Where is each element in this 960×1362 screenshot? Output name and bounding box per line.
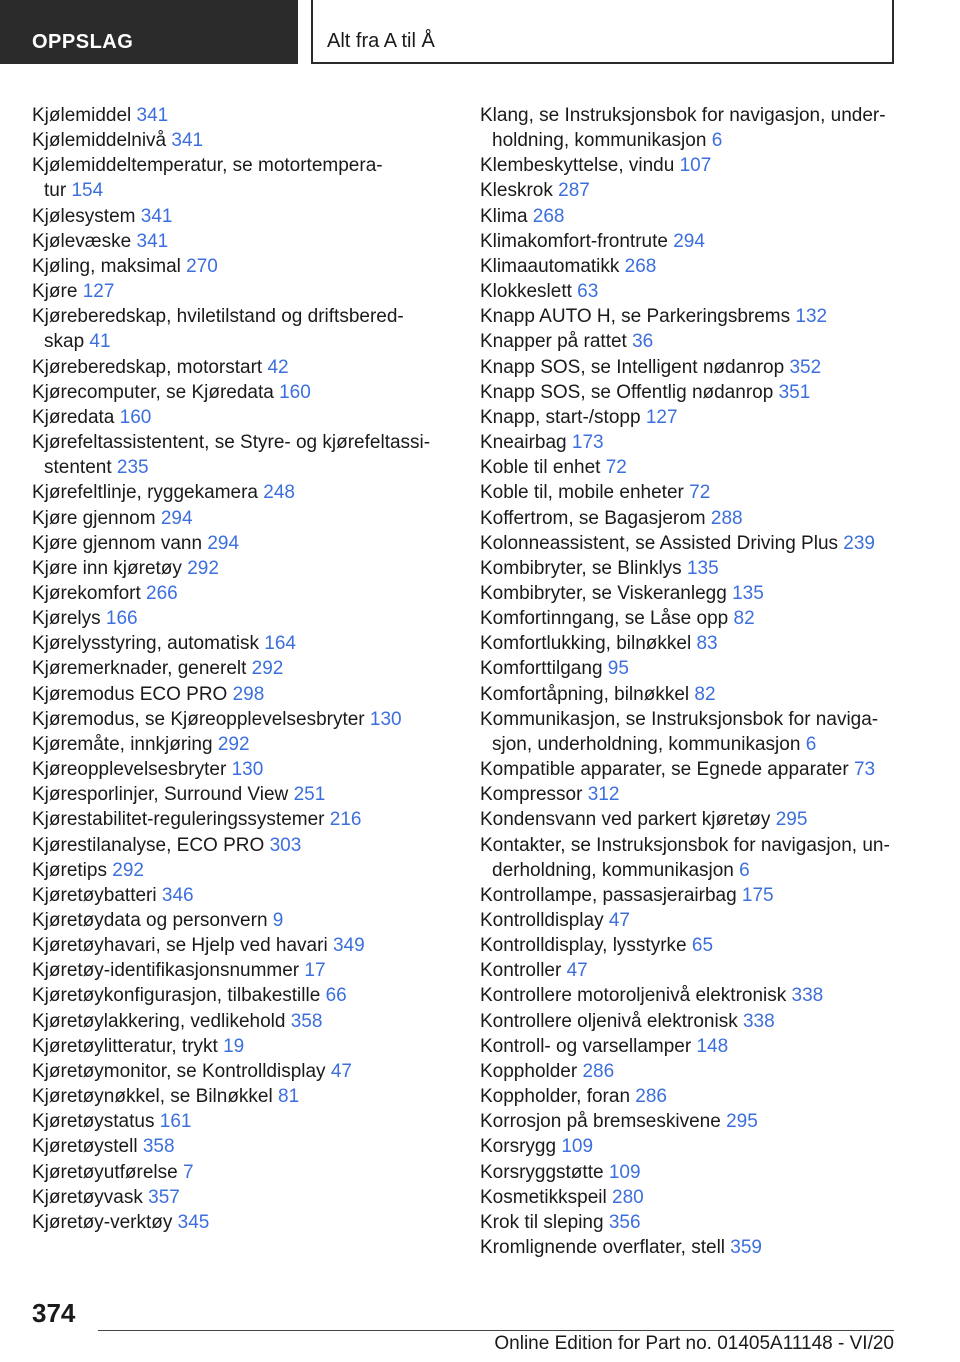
- index-entry: [480, 329, 920, 354]
- entry-term: Kommunikasjon, se Instruksjonsbok for naviga-: [480, 708, 879, 730]
- index-entry: [480, 254, 920, 279]
- entry-term: Kontrollere motoroljenivå elektronisk: [480, 985, 787, 1007]
- index-entry: [480, 1059, 920, 1084]
- index-entry: [32, 983, 442, 1008]
- index-entry: [32, 355, 442, 380]
- page-reference-link[interactable]: 82: [733, 608, 755, 630]
- chapter-tab: [311, 0, 894, 64]
- page-reference-link[interactable]: 239: [843, 532, 875, 554]
- index-entry: [480, 1210, 920, 1235]
- index-entry: [32, 204, 442, 229]
- page-reference-link[interactable]: 286: [635, 1086, 667, 1108]
- index-entry: [32, 732, 442, 757]
- page-reference-link[interactable]: 346: [161, 884, 194, 906]
- index-entry: [32, 707, 442, 732]
- page-reference-link[interactable]: 160: [119, 406, 152, 428]
- entry-term: Kjørelys: [32, 608, 101, 630]
- index-entry: [32, 656, 442, 681]
- entry-term: Kleskrok: [480, 180, 553, 202]
- page-reference-link[interactable]: 41: [89, 331, 111, 353]
- entry-term: Koble til enhet: [480, 457, 601, 479]
- entry-term: Kombibryter, se Blinklys: [480, 557, 682, 579]
- page-reference-link[interactable]: 9: [272, 910, 284, 931]
- index-entry: [32, 1084, 442, 1109]
- page-reference-link[interactable]: 358: [290, 1010, 323, 1032]
- index-entry: [480, 908, 920, 933]
- index-column-left: [32, 103, 442, 1235]
- page-reference-link[interactable]: 154: [71, 180, 104, 202]
- entry-term: Kjøremodus ECO PRO: [32, 683, 228, 705]
- index-entry: [32, 1134, 442, 1159]
- page-reference-link[interactable]: 357: [148, 1186, 180, 1208]
- page-reference-link[interactable]: 42: [267, 356, 289, 378]
- entry-term: Kjøretøymonitor, se Kontrolldisplay: [32, 1060, 326, 1082]
- index-entry: [32, 757, 442, 782]
- entry-term: Kjøremerknader, generelt: [32, 658, 247, 680]
- page-reference-link[interactable]: 135: [732, 582, 764, 604]
- page-reference-link[interactable]: 17: [304, 960, 326, 982]
- entry-term: Knapp, start-/stopp: [480, 406, 641, 428]
- index-entry: [480, 757, 920, 782]
- page-reference-link[interactable]: 130: [231, 759, 264, 781]
- page-reference-link[interactable]: 294: [160, 507, 193, 529]
- page-reference-link[interactable]: 266: [146, 582, 178, 604]
- entry-term: Klimaautomatikk: [480, 255, 620, 277]
- index-entry: [480, 153, 920, 178]
- page-reference-link[interactable]: 216: [329, 809, 362, 831]
- entry-term: Kjøretøyvask: [32, 1186, 143, 1208]
- page-reference-link[interactable]: 248: [263, 482, 295, 504]
- entry-term: Kondensvann ved parkert kjøretøy: [480, 809, 771, 831]
- index-entry: [32, 833, 442, 858]
- entry-term: Kjøretøynøkkel, se Bilnøkkel: [32, 1086, 273, 1108]
- page-reference-link[interactable]: 130: [369, 708, 402, 730]
- entry-term-continued: tur: [44, 180, 67, 202]
- page-reference-link[interactable]: 72: [605, 457, 627, 479]
- page-reference-link[interactable]: 341: [171, 130, 204, 152]
- entry-term: Kjøretøystatus: [32, 1111, 155, 1133]
- index-entry: [480, 581, 920, 606]
- index-entry: [480, 430, 920, 455]
- entry-term: Kjøretøylakkering, vedlikehold: [32, 1010, 286, 1032]
- entry-term: Kjøretøyutførelse: [32, 1161, 178, 1183]
- page-reference-link[interactable]: 303: [269, 834, 302, 856]
- entry-term: Kjøre gjennom vann: [32, 532, 203, 554]
- index-entry: [32, 229, 442, 254]
- entry-term: Kjøretøyhavari, se Hjelp ved havari: [32, 935, 328, 957]
- index-entry: [32, 631, 442, 656]
- page-reference-link[interactable]: 175: [741, 884, 774, 906]
- entry-term: Korsrygg: [480, 1136, 557, 1158]
- entry-term: Kjølemiddel: [32, 105, 132, 126]
- entry-term: Kneairbag: [480, 432, 567, 454]
- page-reference-link[interactable]: 65: [691, 935, 714, 957]
- entry-term: Kontroller: [480, 960, 562, 982]
- entry-term: Komfortlukking, bilnøkkel: [480, 633, 692, 655]
- entry-term: Kontrolldisplay, lysstyrke: [480, 935, 687, 957]
- index-entry: [32, 1059, 442, 1084]
- entry-term: Kjøretøy-identifikasjonsnummer: [32, 960, 300, 982]
- entry-term: Kosmetikkspeil: [480, 1186, 607, 1208]
- index-column-right: [480, 103, 920, 1260]
- page-reference-link[interactable]: 66: [325, 985, 347, 1007]
- entry-term: Knapp SOS, se Offentlig nødanrop: [480, 381, 774, 403]
- entry-term: Kjørekomfort: [32, 582, 141, 604]
- section-tab: [0, 0, 298, 64]
- index-entry: [480, 631, 920, 656]
- page-reference-link[interactable]: 270: [186, 255, 218, 277]
- entry-term: Kjølesystem: [32, 205, 136, 227]
- page-reference-link[interactable]: 288: [710, 507, 743, 529]
- index-entry: [480, 807, 920, 832]
- page-reference-link[interactable]: 356: [608, 1211, 641, 1233]
- page-reference-link[interactable]: 109: [608, 1161, 641, 1183]
- index-entry: [32, 304, 442, 354]
- page-reference-link[interactable]: 161: [159, 1111, 192, 1133]
- index-entry: [32, 782, 442, 807]
- page-reference-link[interactable]: 351: [778, 381, 811, 403]
- index-entry: [480, 531, 920, 556]
- page-reference-link[interactable]: 83: [696, 633, 718, 655]
- page-reference-link[interactable]: 63: [577, 281, 599, 303]
- index-entry: [32, 858, 442, 883]
- page-reference-link[interactable]: 292: [251, 658, 284, 680]
- entry-term: Kjøredata: [32, 406, 115, 428]
- footer-divider: [98, 1330, 894, 1331]
- page-reference-link[interactable]: 235: [116, 457, 149, 479]
- index-entry: [32, 254, 442, 279]
- index-entry: [480, 229, 920, 254]
- entry-term: Komfortinngang, se Låse opp: [480, 608, 729, 630]
- index-entry: [32, 908, 442, 933]
- page-number: 374: [32, 1298, 76, 1328]
- index-entry: [480, 656, 920, 681]
- entry-term: Kjørecomputer, se Kjøredata: [32, 381, 274, 403]
- index-entry: [32, 1034, 442, 1059]
- chapter-title: Alt fra A til Å: [327, 30, 435, 52]
- page-reference-link[interactable]: 132: [795, 306, 828, 328]
- index-entry: [480, 480, 920, 505]
- entry-term: Kjøresporlinjer, Surround View: [32, 784, 289, 806]
- entry-term: Kjøretøydata og personvern: [32, 910, 268, 931]
- page-reference-link[interactable]: 345: [177, 1211, 210, 1233]
- entry-term: Kjøre gjennom: [32, 507, 156, 529]
- entry-term: Klima: [480, 205, 528, 227]
- entry-term: Kjørelysstyring, automatisk: [32, 633, 260, 655]
- page-reference-link[interactable]: 166: [105, 608, 138, 630]
- entry-term: Kolonneassistent, se Assisted Driving Plus: [480, 532, 839, 554]
- page-reference-link[interactable]: 82: [694, 683, 716, 705]
- index-entry: [32, 480, 442, 505]
- entry-term: Kjølemiddelnivå: [32, 130, 167, 152]
- index-entry: [32, 883, 442, 908]
- entry-term: Klang, se Instruksjonsbok for navigasjon, under-: [480, 105, 886, 126]
- page-reference-link[interactable]: 341: [140, 205, 173, 227]
- index-entry: [480, 380, 920, 405]
- entry-term: Klimakomfort-frontrute: [480, 230, 668, 252]
- entry-term: Kombibryter, se Viskeranlegg: [480, 582, 727, 604]
- page-reference-link[interactable]: 6: [711, 130, 723, 152]
- index-entry: [32, 430, 442, 480]
- index-entry: [32, 606, 442, 631]
- index-entry: [480, 455, 920, 480]
- page-reference-link[interactable]: 292: [217, 733, 250, 755]
- entry-term: Kjøretøystell: [32, 1136, 138, 1158]
- entry-term: Kjøretøylitteratur, trykt: [32, 1035, 218, 1057]
- page-reference-link[interactable]: 95: [607, 658, 629, 680]
- page-reference-link[interactable]: 295: [775, 809, 808, 831]
- entry-term: Kontrollere oljenivå elektronisk: [480, 1010, 738, 1032]
- index-entry: [480, 1109, 920, 1134]
- entry-term: Koppholder: [480, 1060, 578, 1082]
- entry-term: Kjølevæske: [32, 230, 132, 252]
- entry-term: Kjørefeltassistentent, se Styre- og kjørefeltassi-: [32, 432, 431, 454]
- page-reference-link[interactable]: 359: [730, 1237, 762, 1259]
- index-entry: [32, 1009, 442, 1034]
- index-entry: [480, 204, 920, 229]
- page-reference-link[interactable]: 6: [739, 859, 750, 881]
- entry-term: Koble til, mobile enheter: [480, 482, 684, 504]
- page-reference-link[interactable]: 47: [566, 960, 588, 982]
- page-reference-link[interactable]: 160: [279, 381, 311, 403]
- index-entry: [480, 304, 920, 329]
- index-entry: [480, 782, 920, 807]
- index-entry: [480, 682, 920, 707]
- entry-term: Kromlignende overflater, stell: [480, 1237, 726, 1259]
- entry-term: Kjøreberedskap, motorstart: [32, 356, 263, 378]
- page-reference-link[interactable]: 7: [182, 1161, 194, 1183]
- page-reference-link[interactable]: 268: [532, 205, 565, 227]
- index-entry: [32, 958, 442, 983]
- entry-term: Knapp AUTO H, se Parkeringsbrems: [480, 306, 791, 328]
- page-reference-link[interactable]: 127: [645, 406, 678, 428]
- page-reference-link[interactable]: 298: [232, 683, 265, 705]
- entry-term: Kjøretøy-verktøy: [32, 1211, 173, 1233]
- index-entry: [32, 1210, 442, 1235]
- index-entry: [480, 1185, 920, 1210]
- page-reference-link[interactable]: 164: [264, 633, 296, 655]
- entry-term: Kjørestabilitet-reguleringssystemer: [32, 809, 325, 831]
- entry-term: Klokkeslett: [480, 281, 572, 303]
- index-entry: [32, 581, 442, 606]
- entry-term: Kjøling, maksimal: [32, 255, 181, 277]
- entry-term: Kjøretøykonfigurasjon, tilbakestille: [32, 985, 321, 1007]
- entry-term-continued: stentent: [44, 457, 112, 479]
- entry-term: Kontrollampe, passasjerairbag: [480, 884, 737, 906]
- entry-term: Klembeskyttelse, vindu: [480, 155, 675, 177]
- entry-term: Kjøreopplevelsesbryter: [32, 759, 227, 781]
- index-entry: [32, 556, 442, 581]
- page-reference-link[interactable]: 280: [612, 1186, 644, 1208]
- entry-term: Koppholder, foran: [480, 1086, 631, 1108]
- index-entry: [32, 506, 442, 531]
- index-entry: [480, 1235, 920, 1260]
- index-entry: [480, 178, 920, 203]
- entry-term: Koffertrom, se Bagasjerom: [480, 507, 706, 529]
- index-entry: [480, 1084, 920, 1109]
- index-entry: [480, 279, 920, 304]
- entry-term: Knapp SOS, se Intelligent nødanrop: [480, 356, 785, 378]
- index-entry: [480, 883, 920, 908]
- index-entry: [480, 103, 920, 153]
- page-reference-link[interactable]: 338: [791, 985, 824, 1007]
- index-entry: [480, 1009, 920, 1034]
- page-reference-link[interactable]: 352: [789, 356, 822, 378]
- entry-term: Kompressor: [480, 784, 583, 806]
- entry-term: Komforttilgang: [480, 658, 603, 680]
- page-reference-link[interactable]: 341: [136, 105, 169, 126]
- entry-term: Kontrolldisplay: [480, 910, 604, 931]
- index-entry: [480, 833, 920, 883]
- page-reference-link[interactable]: 81: [278, 1086, 300, 1108]
- entry-term: Korsryggstøtte: [480, 1161, 604, 1183]
- entry-term: Kjørestilanalyse, ECO PRO: [32, 834, 265, 856]
- index-entry: [480, 1034, 920, 1059]
- entry-term: Knapper på rattet: [480, 331, 627, 353]
- page-reference-link[interactable]: 358: [142, 1136, 175, 1158]
- entry-term-continued: skap: [44, 331, 85, 353]
- page-reference-link[interactable]: 36: [632, 331, 654, 353]
- page-reference-link[interactable]: 338: [742, 1010, 775, 1032]
- page-reference-link[interactable]: 107: [679, 155, 712, 177]
- page-reference-link[interactable]: 349: [332, 935, 365, 957]
- index-entry: [32, 933, 442, 958]
- index-entry: [480, 983, 920, 1008]
- entry-term: Kjøretips: [32, 859, 107, 881]
- page-reference-link[interactable]: 341: [136, 230, 169, 252]
- page-reference-link[interactable]: 295: [726, 1111, 758, 1133]
- section-title: OPPSLAG: [32, 31, 134, 53]
- page-reference-link[interactable]: 292: [187, 557, 219, 579]
- entry-term: Kjøremodus, se Kjøreopplevelsesbryter: [32, 708, 365, 730]
- index-entry: [32, 1109, 442, 1134]
- edition-footer: Online Edition for Part no. 01405A11148 - VI/20: [494, 1333, 894, 1354]
- page-reference-link[interactable]: 292: [112, 859, 144, 881]
- page-reference-link[interactable]: 109: [561, 1136, 594, 1158]
- index-entry: [32, 405, 442, 430]
- entry-term: Kompatible apparater, se Egnede apparater: [480, 759, 849, 781]
- entry-term-continued: sjon, underholdning, kommunikasjon: [492, 733, 801, 755]
- index-entry: [32, 1160, 442, 1185]
- index-entry: [480, 1134, 920, 1159]
- entry-term-continued: holdning, kommunikasjon: [492, 130, 707, 152]
- index-entry: [480, 405, 920, 430]
- entry-term: Kjøretøybatteri: [32, 884, 157, 906]
- page-reference-link[interactable]: 72: [689, 482, 711, 504]
- page-reference-link[interactable]: 251: [293, 784, 326, 806]
- index-entry: [480, 1160, 920, 1185]
- page-reference-link[interactable]: 294: [673, 230, 705, 252]
- index-entry: [480, 506, 920, 531]
- page-reference-link[interactable]: 287: [558, 180, 590, 202]
- entry-term-continued: derholdning, kommunikasjon: [492, 859, 734, 881]
- page-reference-link[interactable]: 47: [330, 1060, 352, 1082]
- page-reference-link[interactable]: 268: [624, 255, 657, 277]
- page-reference-link[interactable]: 148: [696, 1035, 729, 1057]
- index-entry: [32, 682, 442, 707]
- entry-term: Kjøremåte, innkjøring: [32, 733, 213, 755]
- index-entry: [32, 153, 442, 203]
- page-reference-link[interactable]: 73: [853, 759, 876, 781]
- page-reference-link[interactable]: 135: [686, 557, 719, 579]
- entry-term: Kontakter, se Instruksjonsbok for navigasjon, un-: [480, 834, 890, 856]
- index-entry: [480, 933, 920, 958]
- index-entry: [32, 279, 442, 304]
- page-reference-link[interactable]: 127: [82, 281, 115, 303]
- index-entry: [480, 556, 920, 581]
- entry-term: Kontroll- og varsellamper: [480, 1035, 692, 1057]
- page-reference-link[interactable]: 312: [587, 784, 620, 806]
- entry-term: Korrosjon på bremseskivene: [480, 1111, 721, 1133]
- index-entry: [32, 1185, 442, 1210]
- page-reference-link[interactable]: 47: [608, 910, 630, 931]
- entry-term: Kjøreberedskap, hviletilstand og driftsbered-: [32, 306, 404, 328]
- entry-term: Kjøre inn kjøretøy: [32, 557, 182, 579]
- entry-term: Kjølemiddeltemperatur, se motortempera-: [32, 155, 383, 177]
- page-reference-link[interactable]: 173: [571, 432, 604, 454]
- entry-term: Kjøre: [32, 281, 78, 303]
- index-entry: [32, 807, 442, 832]
- index-entry: [480, 606, 920, 631]
- index-entry: [480, 355, 920, 380]
- entry-term: Krok til sleping: [480, 1211, 604, 1233]
- index-entry: [480, 707, 920, 757]
- page-reference-link[interactable]: 6: [805, 733, 817, 755]
- entry-term: Komfortåpning, bilnøkkel: [480, 683, 690, 705]
- index-entry: [32, 103, 442, 128]
- index-entry: [32, 531, 442, 556]
- entry-term: Kjørefeltlinje, ryggekamera: [32, 482, 258, 504]
- index-entry: [32, 128, 442, 153]
- page-reference-link[interactable]: 19: [223, 1035, 245, 1057]
- page-reference-link[interactable]: 294: [207, 532, 240, 554]
- index-entry: [480, 958, 920, 983]
- index-entry: [32, 380, 442, 405]
- page-reference-link[interactable]: 286: [582, 1060, 615, 1082]
